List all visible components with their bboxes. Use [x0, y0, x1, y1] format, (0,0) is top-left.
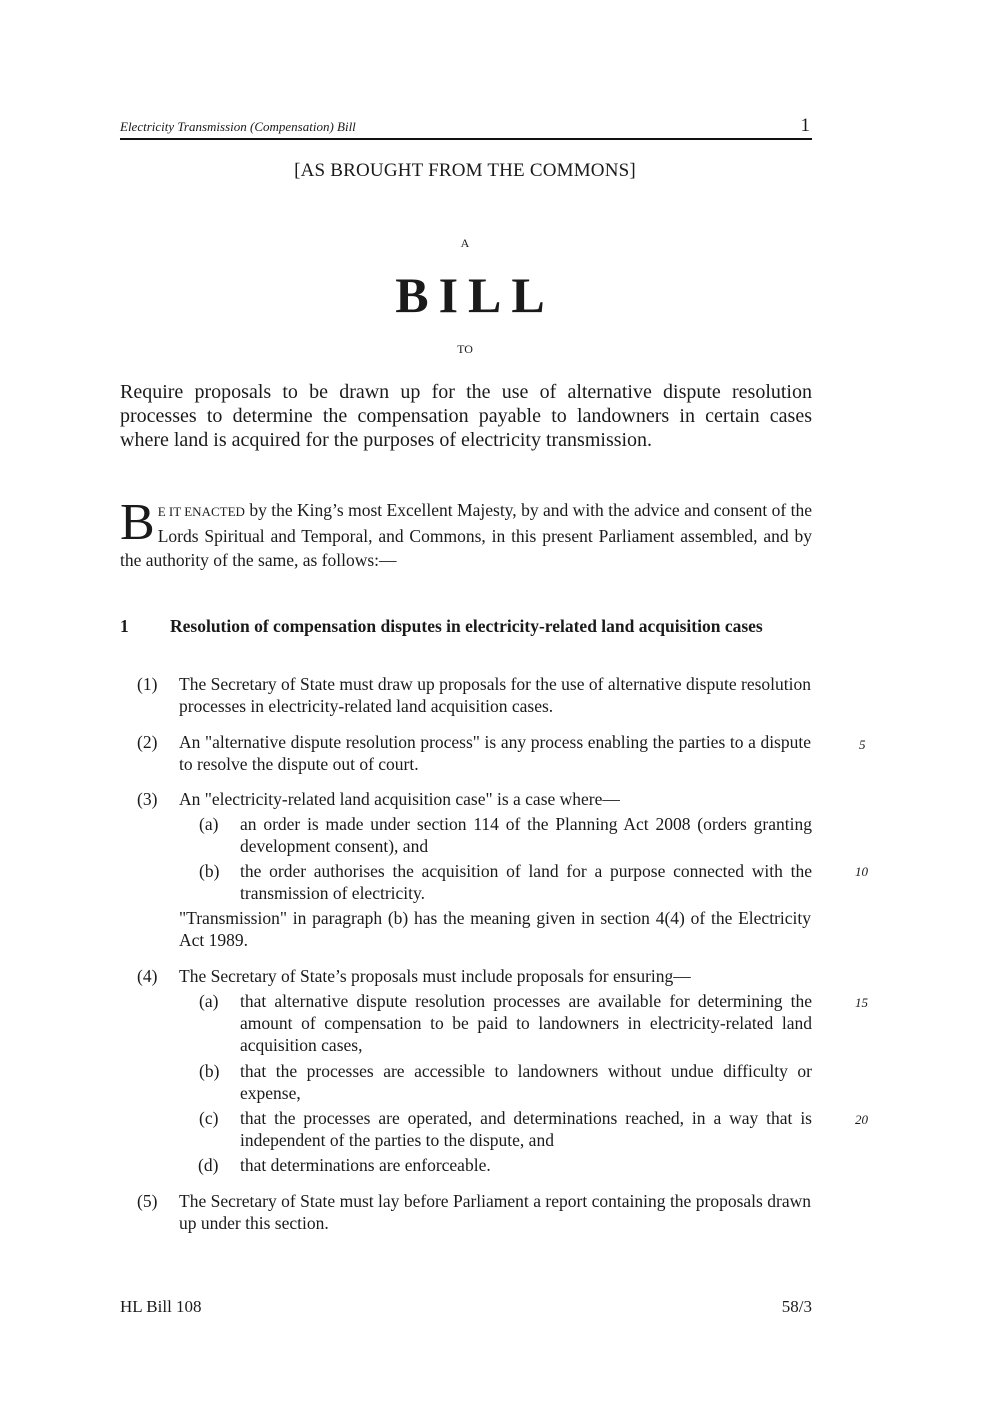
section-number: 1	[120, 616, 129, 636]
enacting-text: by the King’s most Excellent Majesty, by and with the advice and consent of the Lords Spiritual and Temporal, and Commons, in this present Parliament assembled, and by the authority of the same, as follows:—	[120, 500, 812, 570]
paragraph-label: (a)	[199, 814, 219, 834]
bill-reference: HL Bill 108	[120, 1297, 202, 1316]
subsection-text: The Secretary of State must draw up proposals for the use of alternative dispute resolution processes in electricity-related land acquisition cases.	[179, 674, 811, 716]
line-number: 20	[855, 1112, 868, 1127]
running-header	[120, 115, 812, 140]
paragraph-text: an order is made under section 114 of the Planning Act 2008 (orders granting development consent), and	[240, 814, 812, 856]
subsection-text: The Secretary of State’s proposals must include proposals for ensuring—	[179, 966, 691, 986]
subsection-text: The Secretary of State must lay before Parliament a report containing the proposals drawn up under this section.	[179, 1191, 811, 1233]
subsection-text: An "alternative dispute resolution process" is any process enabling the parties to a dispute to resolve the dispute out of court.	[179, 732, 811, 774]
paragraph-text: that the processes are accessible to landowners without undue difficulty or expense,	[240, 1061, 812, 1103]
enacting-smallcaps: E IT ENACTED	[157, 504, 245, 519]
paragraph-label: (d)	[198, 1155, 219, 1175]
page-number: 1	[800, 115, 810, 136]
paragraph-text: the order authorises the acquisition of land for a purpose connected with the transmission of electricity.	[240, 861, 812, 903]
subsection-label: (2)	[137, 732, 158, 752]
print-reference: 58/3	[781, 1297, 812, 1316]
subsection-label: (4)	[137, 966, 158, 986]
bill-heading: BILL	[395, 267, 555, 323]
paragraph-label: (c)	[199, 1108, 219, 1128]
line-number: 15	[855, 995, 868, 1010]
paragraph-text: that determinations are enforceable.	[240, 1155, 491, 1175]
article-a: A	[460, 236, 470, 250]
to-word: TO	[457, 342, 473, 356]
paragraph-label: (b)	[199, 861, 220, 881]
long-title: Require proposals to be drawn up for the use of alternative dispute resolution processes to determine the compensation payable to landowners in certain cases where land is acquired for the purposes of electricity transmission.	[120, 381, 812, 451]
paragraph-text: that the processes are operated, and determinations reached, in a way that is independent of the parties to the dispute, and	[240, 1108, 812, 1150]
subsection-text: An "electricity-related land acquisition case" is a case where—	[179, 789, 620, 809]
subsection-label: (3)	[137, 789, 158, 809]
paragraph-label: (a)	[199, 991, 219, 1011]
running-title: Electricity Transmission (Compensation) Bill	[120, 119, 356, 134]
definition-tail: "Transmission" in paragraph (b) has the meaning given in section 4(4) of the Electricity Act 1989.	[179, 908, 811, 950]
line-number: 5	[859, 737, 866, 752]
brought-from-notice: [AS BROUGHT FROM THE COMMONS]	[294, 160, 636, 181]
subsection-label: (1)	[137, 674, 158, 694]
line-number: 10	[855, 864, 868, 879]
section-title: Resolution of compensation disputes in electricity-related land acquisition cases	[170, 616, 763, 636]
subsection-label: (5)	[137, 1191, 158, 1211]
paragraph-label: (b)	[199, 1061, 220, 1081]
enacting-formula	[120, 494, 812, 572]
drop-cap: B	[120, 494, 155, 551]
paragraph-text: that alternative dispute resolution processes are available for determining the amount of compensation to be paid to landowners in electricity-related land acquisition cases,	[240, 991, 812, 1055]
